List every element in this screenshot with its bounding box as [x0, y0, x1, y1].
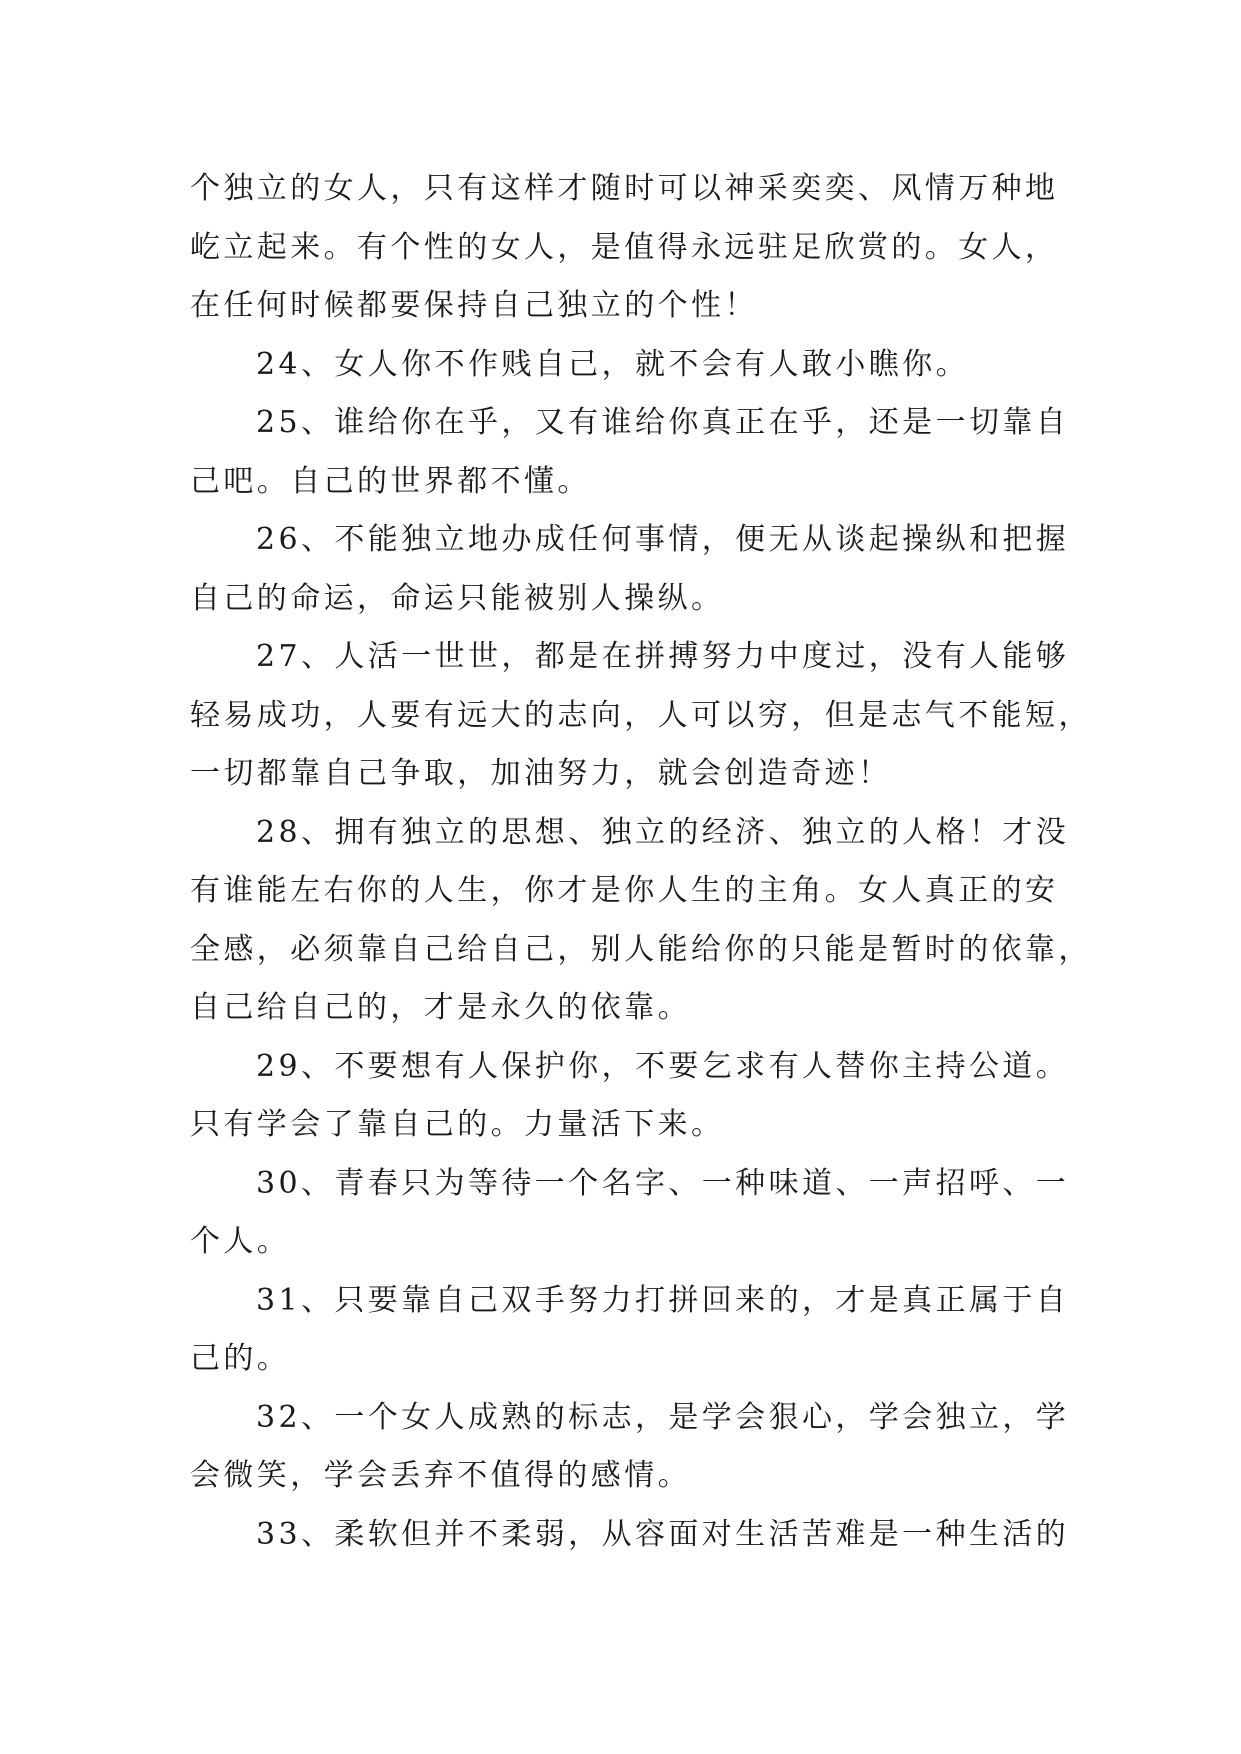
- text-line: 33、柔软但并不柔弱，从容面对生活苦难是一种生活的: [256, 1516, 1070, 1552]
- text-line: 己的。: [190, 1341, 291, 1376]
- text-line: 有谁能左右你的人生，你才是你人生的主角。女人真正的安: [190, 873, 1059, 908]
- text-line: 个独立的女人，只有这样才随时可以神采奕奕、风情万种地: [190, 171, 1059, 206]
- paragraph-31: [190, 1272, 1070, 1389]
- text-line: 个人。: [190, 1224, 291, 1259]
- text-line: 24、女人你不作贱自己，就不会有人敢小瞧你。: [256, 346, 969, 382]
- text-line: 25、谁给你在乎，又有谁给你真正在乎，还是一切靠自: [256, 405, 1070, 440]
- text-line: 28、拥有独立的思想、独立的经济、独立的人格！才没: [256, 814, 1070, 850]
- text-line: 轻易成功，人要有远大的志向，人可以穷，但是志气不能短，: [190, 697, 1092, 733]
- paragraph-29: [190, 1038, 1070, 1155]
- document-body: [190, 160, 1092, 1564]
- text-line: 在任何时候都要保持自己独立的个性！: [190, 288, 758, 323]
- text-line: 屹立起来。有个性的女人，是值得永远驻足欣赏的。女人，: [190, 229, 1059, 265]
- text-line: 30、青春只为等待一个名字、一种味道、一声招呼、一: [256, 1165, 1070, 1201]
- text-line: 26、不能独立地办成任何事情，便无从谈起操纵和把握: [256, 522, 1070, 557]
- paragraph-28: [190, 804, 1092, 1038]
- text-line: 全感，必须靠自己给自己，别人能给你的只能是暂时的依靠，: [190, 931, 1092, 967]
- text-line: 一切都靠自己争取，加油努力，就会创造奇迹！: [190, 756, 892, 791]
- text-line: 己吧。自己的世界都不懂。: [190, 463, 591, 499]
- text-line: 32、一个女人成熟的标志，是学会狠心，学会独立，学: [256, 1399, 1070, 1435]
- paragraph-25: [190, 394, 1070, 511]
- paragraph-26: [190, 511, 1070, 628]
- paragraph-24: [190, 336, 1070, 395]
- text-line: 只有学会了靠自己的。力量活下来。: [190, 1107, 725, 1142]
- text-line: 31、只要靠自己双手努力打拼回来的，才是真正属于自: [256, 1282, 1070, 1318]
- paragraph-30: [190, 1155, 1070, 1272]
- paragraph-33: [190, 1506, 1070, 1565]
- paragraph-32: [190, 1389, 1070, 1506]
- paragraph-continuation: [190, 160, 1070, 336]
- text-line: 29、不要想有人保护你，不要乞求有人替你主持公道。: [256, 1048, 1070, 1084]
- text-line: 自己的命运，命运只能被别人操纵。: [190, 580, 725, 616]
- text-line: 自己给自己的，才是永久的依靠。: [190, 990, 691, 1025]
- text-line: 27、人活一世世，都是在拼搏努力中度过，没有人能够: [256, 639, 1070, 674]
- text-line: 会微笑，学会丢弃不值得的感情。: [190, 1458, 691, 1493]
- paragraph-27: [190, 628, 1092, 804]
